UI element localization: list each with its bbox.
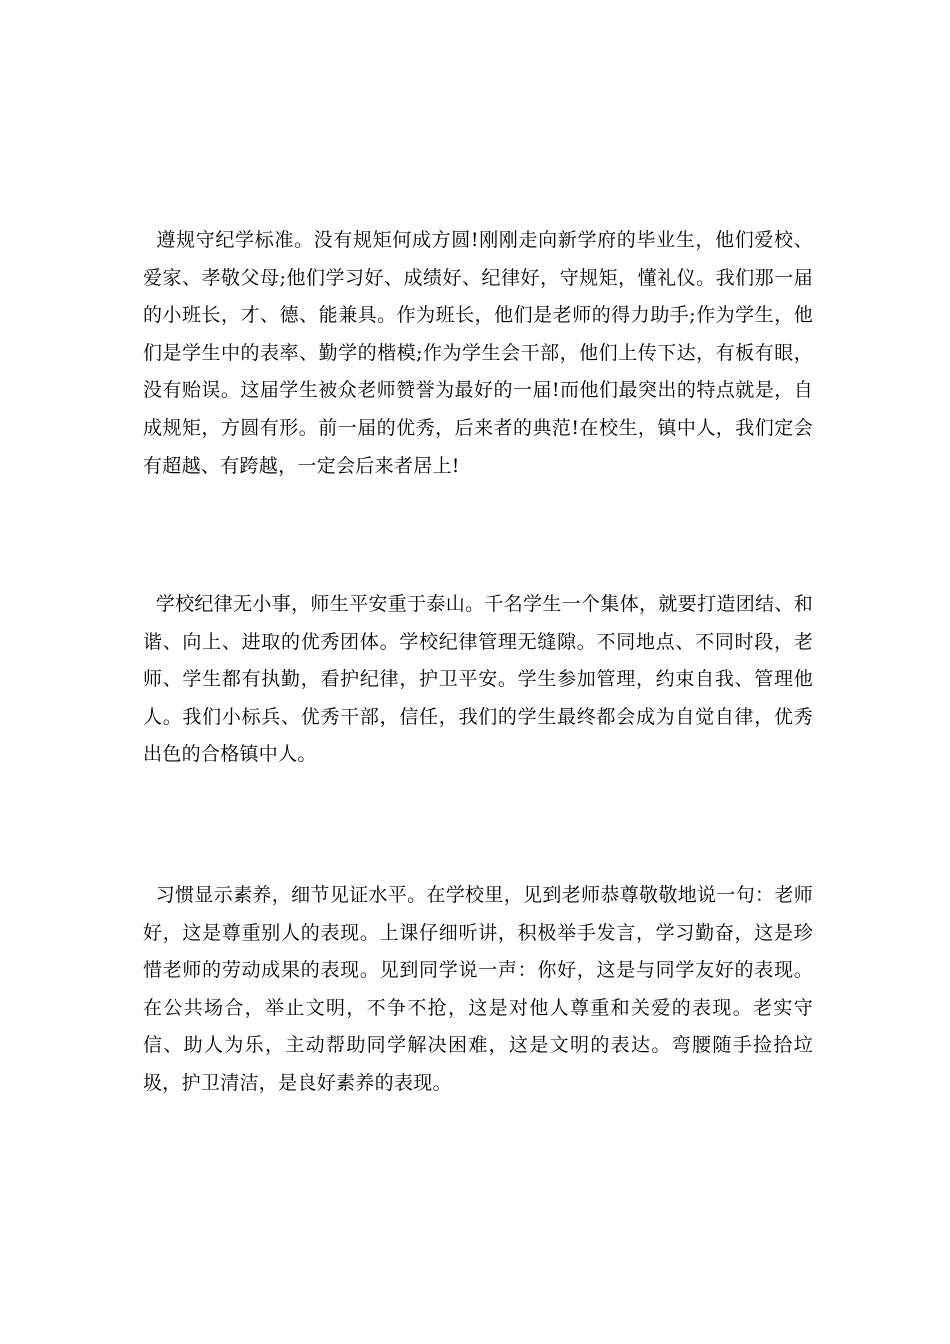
- paragraph-habits-manners: 习惯显示素养，细节见证水平。在学校里，见到老师恭尊敬敬地说一句：老师好，这是尊重别人的表现。上课仔细听讲，积极举手发言，学习勤奋，这是珍惜老师的劳动成果的表现。见到同学说一声：你好，这是与同学友好的表现。在公共场合，举止文明，不争不抢，这是对他人尊重和关爱的表现。老实守信、助人为乐，主动帮助同学解决困难，这是文明的表达。弯腰随手捡拾垃圾，护卫清洁，是良好素养的表现。: [143, 884, 813, 1094]
- paragraph-school-discipline: 学校纪律无小事，师生平安重于泰山。千名学生一个集体，就要打造团结、和谐、向上、进取的优秀团体。学校纪律管理无缝隙。不同地点、不同时段，老师、学生都有执勤，看护纪律，护卫平安。学生参加管理，约束自我、管理他人。我们小标兵、优秀干部，信任，我们的学生最终都会成为自觉自律，优秀出色的合格镇中人。: [143, 593, 813, 766]
- paragraph-discipline-standards: 遵规守纪学标准。没有规矩何成方圆!刚刚走向新学府的毕业生，他们爱校、爱家、孝敬父母;他们学习好、成绩好、纪律好，守规矩，懂礼仪。我们那一届的小班长，才、德、能兼具。作为班长，他们是老师的得力助手;作为学生，他们是学生中的表率、勤学的楷模;作为学生会干部，他们上传下达，有板有眼，没有贻误。这届学生被众老师赞誉为最好的一届!而他们最突出的特点就是，自成规矩，方圆有形。前一届的优秀，后来者的典范!在校生，镇中人，我们定会有超越、有跨越，一定会后来者居上!: [143, 229, 813, 477]
